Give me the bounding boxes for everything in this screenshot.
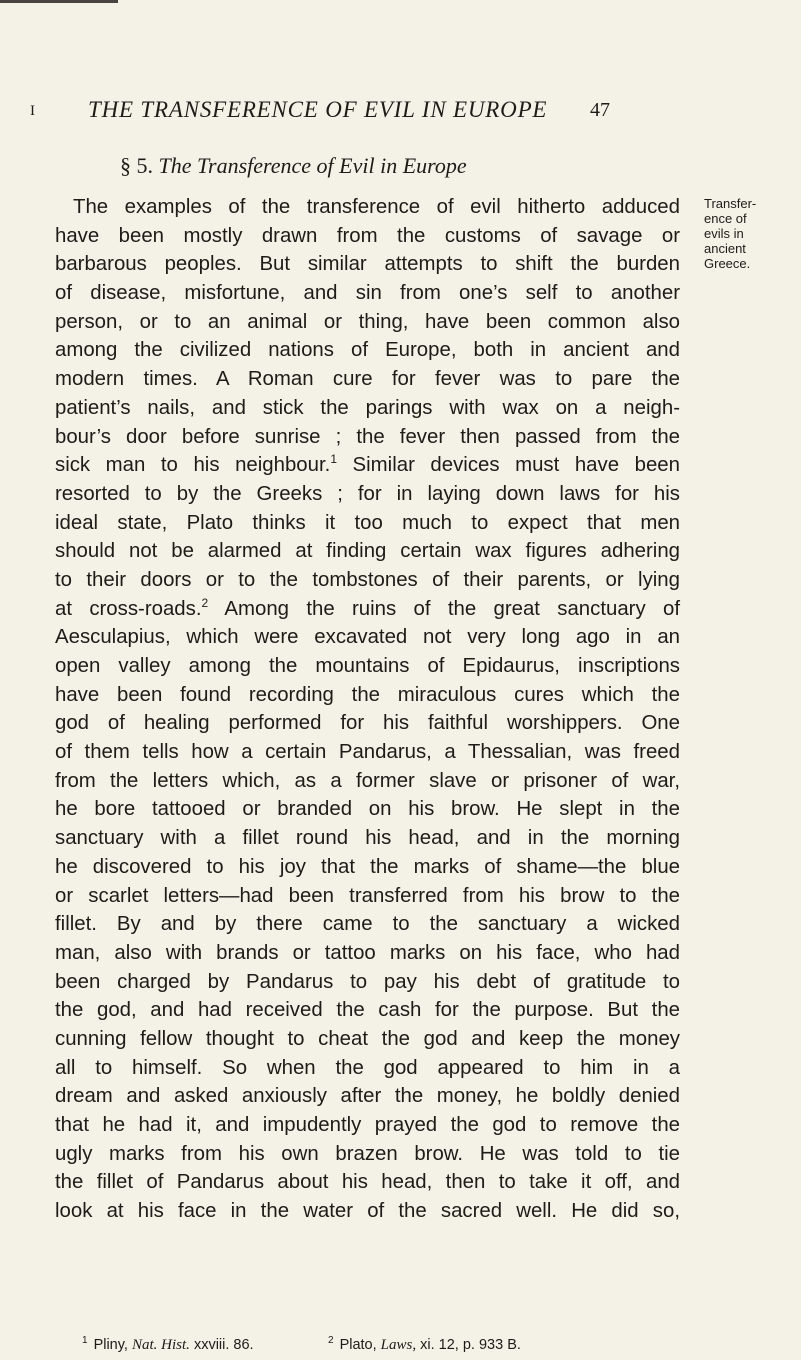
text-fragment: Among the ruins of the great sanctuary of [208,597,680,620]
top-edge-rule [0,0,118,3]
text-line: he bore tattooed or branded on his brow. He slept in the [55,798,680,821]
text-line: open valley among the mountains of Epidaurus, inscriptions [55,655,680,677]
running-title: THE TRANSFERENCE OF EVIL IN EUROPE [88,97,548,122]
text-line: modern times. A Roman cure for fever was to pare the [55,368,680,391]
footnote-work: Laws, [380,1337,417,1353]
footnote-mark: 1 [82,1335,88,1346]
text-line: the god, and had received the cash for the purpose. But the [55,999,680,1022]
text-line: Aesculapius, which were excavated not very long ago in an [55,626,680,649]
text-line: sanctuary with a fillet round his head, and in the morning [55,827,680,850]
footnote [328,1335,521,1354]
text-line: fillet. By and by there came to the sanctuary a wicked [55,913,680,936]
text-line: to their doors or to the tombstones of their parents, or lying [55,568,680,591]
text-line: resorted to by the Greeks ; for in laying down laws for his [55,482,680,505]
text-line: man, also with brands or tattoo marks on his face, who had [55,941,680,964]
text-fragment: Similar devices must have been [337,454,680,477]
footnote [82,1335,254,1354]
chapter-number: I [30,103,35,119]
section-symbol: § [120,153,131,178]
text-line: of them tells how a certain Pandarus, a Thessalian, was freed [55,741,680,764]
text-line: from the letters which, as a former slave or prisoner of war, [55,769,680,792]
margin-note-line: Transfer- [704,196,757,211]
text-line: patient’s nails, and stick the parings with wax on a neigh- [55,396,680,419]
footnote-locus: xi. 12, p. 933 B. [416,1337,521,1353]
text-line: dream and asked anxiously after the money, he boldly denied [55,1085,680,1108]
section-number: 5. [136,153,153,178]
text-line: been charged by Pandarus to pay his debt of gratitude to [55,970,680,993]
text-line [55,595,680,624]
section-title: The Transference of Evil in Europe [158,153,467,178]
text-line: person, or to an animal or thing, have been common also [55,310,680,333]
text-line: or scarlet letters—had been transferred from his brow to the [55,884,680,907]
text-line: have been mostly drawn from the customs of savage or [55,224,680,247]
text-fragment: sick man to his neighbour. [55,454,331,477]
text-line: The examples of the transference of evil hitherto adduced [73,196,680,218]
footnote-ref: 2 [201,595,209,610]
body-paragraph [55,193,680,1226]
margin-note-line: Greece. [704,256,751,271]
text-line: cunning fellow thought to cheat the god and keep the money [55,1027,680,1050]
margin-note-line: ancient [704,241,746,256]
text-line: look at his face in the water of the sacred well. He did so, [55,1200,680,1223]
text-line: ideal state, Plato thinks it too much to expect that men [55,511,680,534]
text-line: bour’s door before sunrise ; the fever then passed from the [55,425,680,448]
text-line: ugly marks from his own brazen brow. He was told to tie [55,1142,680,1165]
footnote-work: Nat. Hist. [131,1337,190,1353]
page-header [0,97,801,127]
text-line: should not be alarmed at finding certain wax figures adhering [55,540,680,563]
footnote-author: Pliny, [93,1337,132,1353]
text-line: he discovered to his joy that the marks of shame—the blue [55,855,680,878]
text-line: barbarous peoples. But similar attempts to shift the burden [55,253,680,276]
footnote-mark: 2 [328,1335,334,1346]
margin-note-line: ence of [704,211,747,226]
text-line: the fillet of Pandarus about his head, then to take it off, and [55,1171,680,1194]
text-line: of disease, misfortune, and sin from one’s self to another [55,282,680,305]
text-line: among the civilized nations of Europe, both in ancient and [55,339,680,362]
text-line: have been found recording the miraculous cures which the [55,683,680,706]
page-number: 47 [590,99,610,121]
text-line [55,451,680,480]
margin-note [704,196,801,271]
text-line: god of healing performed for his faithful worshippers. One [55,712,680,735]
text-line: all to himself. So when the god appeared to him in a [55,1056,680,1079]
margin-note-line: evils in [704,226,744,241]
footnote-author: Plato, [339,1337,381,1353]
footnote-ref: 1 [330,452,337,467]
text-line: that he had it, and impudently prayed the god to remove the [55,1114,680,1136]
text-fragment: at cross-roads. [55,597,202,620]
section-heading [120,153,467,179]
footnote-locus: xxviii. 86. [189,1337,254,1353]
